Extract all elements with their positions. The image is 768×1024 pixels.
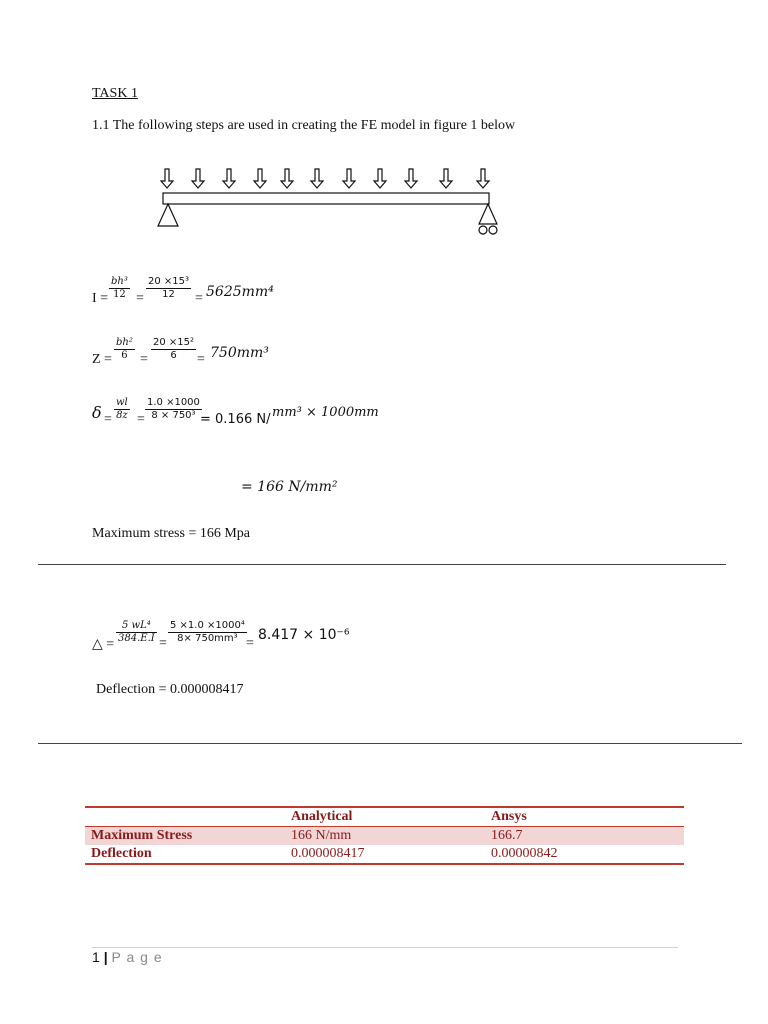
eq-sign: = <box>104 412 112 427</box>
load-arrow <box>254 169 266 188</box>
table-bottom-rule <box>85 863 684 865</box>
eq-sign: = <box>137 412 145 427</box>
eq-sign: = <box>197 352 205 367</box>
eq-sign: = <box>246 636 254 651</box>
eq-lhs: Z = <box>92 352 112 367</box>
eq-result: 5625mm⁴ <box>206 284 274 300</box>
footer-rule <box>92 947 678 948</box>
fraction-values: $\frac{\text{20 ×15²}}{6}$ <box>153 337 195 361</box>
beam <box>163 193 489 204</box>
eq-lhs: δ <box>92 403 102 422</box>
eq-sign: = <box>136 291 144 306</box>
load-arrow <box>477 169 489 188</box>
table-row <box>85 827 684 845</box>
load-arrow <box>161 169 173 188</box>
load-arrow <box>223 169 235 188</box>
load-arrow <box>192 169 204 188</box>
eq-lhs: I = <box>92 291 109 306</box>
task-heading: TASK 1 <box>92 86 138 101</box>
intro-paragraph: 1.1 The following steps are used in creating the FE model in figure 1 below <box>92 118 516 133</box>
eq-sign: = <box>159 636 167 651</box>
fraction-bh2-6: $\frac{\text{bh²}}{6}$ <box>116 337 133 361</box>
fraction-values: $\frac{1.0 \times 1000}{\text{8 × 750³}}$ <box>147 397 200 421</box>
load-arrow <box>440 169 452 188</box>
header-analytical: Analytical <box>291 809 353 824</box>
roller-support <box>479 204 497 234</box>
cell-ansys: 0.00000842 <box>491 846 558 861</box>
divider <box>38 564 726 565</box>
beam-figure <box>150 165 510 240</box>
load-arrow <box>374 169 386 188</box>
page-label: P a g e <box>111 949 163 965</box>
row-label: Maximum Stress <box>91 828 193 843</box>
load-arrow <box>311 169 323 188</box>
stress-result: = 166 N/mm² <box>241 479 338 495</box>
eq-sign: = <box>195 291 203 306</box>
eq-units: mm³ × 1000mm <box>272 405 379 420</box>
table-row <box>85 845 684 863</box>
max-stress-text: Maximum stress = 166 Mpa <box>92 526 250 541</box>
cell-analytical: 166 N/mm <box>291 828 352 843</box>
row-label: Deflection <box>91 846 152 861</box>
fraction-values: $\frac{\text{5 ×1.0 ×1000⁴}}{\text{8× 750mm³}}$ <box>170 620 245 644</box>
pin-support <box>158 204 178 226</box>
load-arrow <box>405 169 417 188</box>
divider <box>38 743 742 744</box>
cell-ansys: 166.7 <box>491 828 523 843</box>
cell-analytical: 0.000008417 <box>291 846 365 861</box>
fraction-wl-8z: $\frac{wl}{8z}$ <box>116 397 128 421</box>
eq-result: = 0.166 N/ <box>200 412 271 427</box>
page-number: 1 <box>92 949 100 965</box>
eq-result: 8.417 × 10⁻⁶ <box>258 627 350 643</box>
load-arrow <box>281 169 293 188</box>
load-arrow <box>343 169 355 188</box>
fraction-5wl4: $\frac{\text{5 wL⁴}}{384.E.I}$ <box>118 620 155 644</box>
page-footer <box>92 949 163 965</box>
fraction-values: $\frac{\text{20 ×15³}}{12}$ <box>148 276 190 300</box>
deflection-text: Deflection = 0.000008417 <box>96 682 244 697</box>
eq-result: 750mm³ <box>210 345 269 361</box>
header-ansys: Ansys <box>491 809 527 824</box>
fraction-bh3-12: $\frac{\text{bh³}}{12}$ <box>111 276 128 300</box>
results-table <box>85 806 684 860</box>
eq-lhs: △ = <box>92 637 115 652</box>
load-arrows <box>161 169 489 188</box>
eq-sign: = <box>140 352 148 367</box>
table-header-row <box>85 808 684 826</box>
footer-separator: | <box>103 949 108 965</box>
